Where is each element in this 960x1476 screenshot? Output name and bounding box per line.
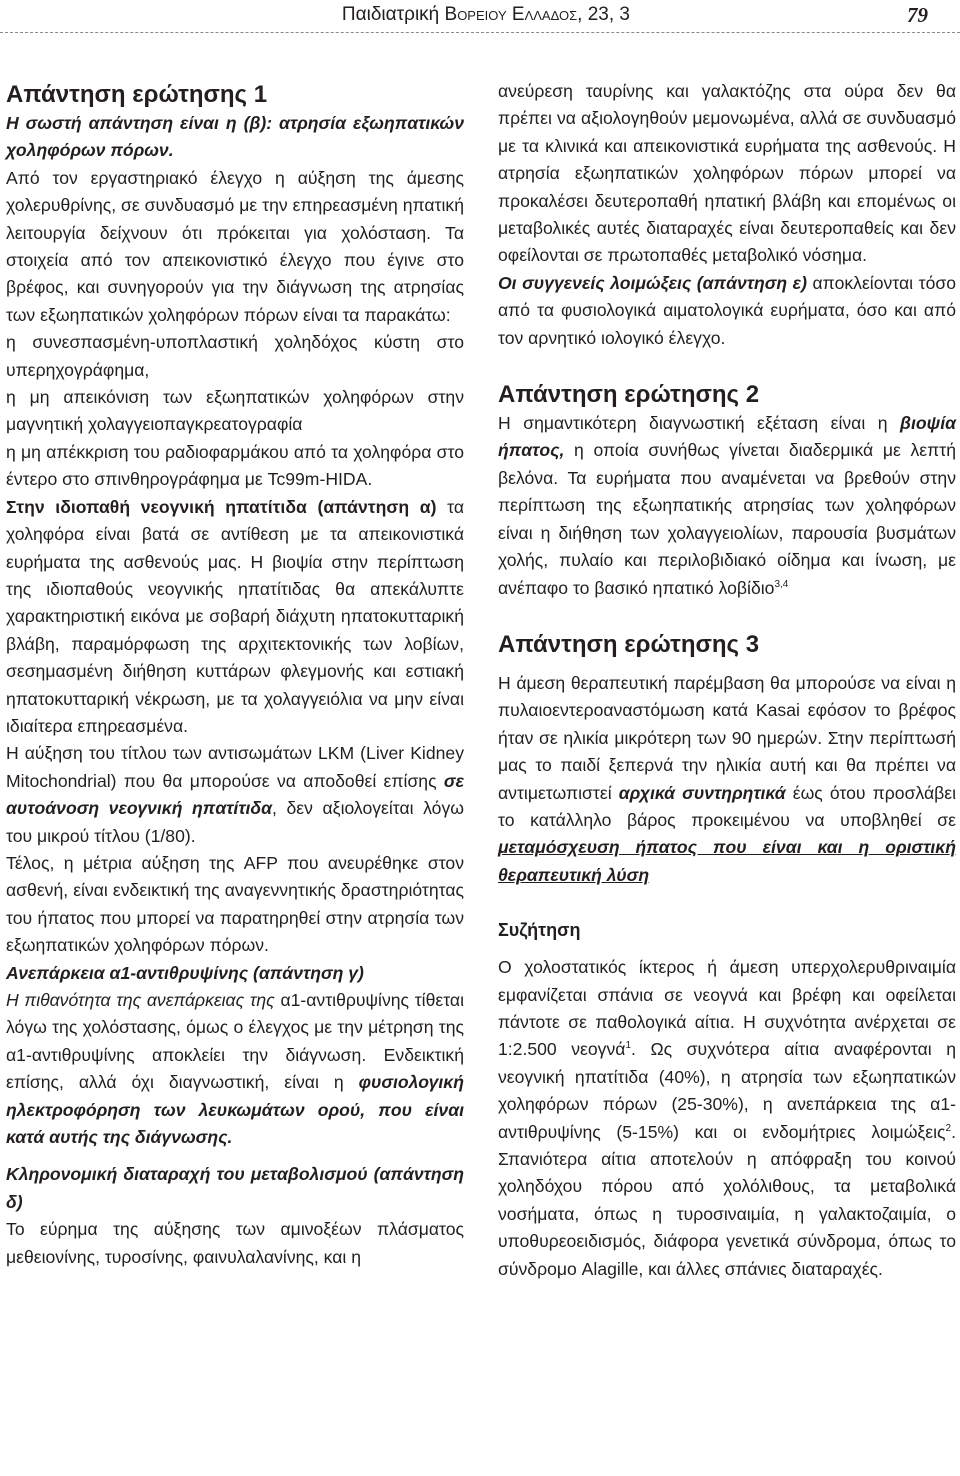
metabolic-continued: ανεύρεση ταυρίνης και γαλακτόζης στα ούρα δεν θα πρέπει να αξιολογηθούν μεμονωμένα, αλλά σε συνδυασμό με τα κλινικά και απεικονιστικά ευρήματα της ασθενούς. Η ατρησία εξωηπατικών χοληφόρων πόρων μπορεί να προκαλέσει δευτεροπαθή ηπατική βλάβη και επομένως οι μεταβολικές αυτές διαταραχές είναι δευτεροπαθείς και δεν οφείλονται σε πρωτοπαθές μεταβολικό νόσημα.: [498, 81, 956, 266]
discussion-paragraph: [498, 954, 956, 1283]
infection-paragraph: [498, 270, 956, 352]
right-column: [498, 78, 956, 1283]
answer-3-emphasis-1: αρχικά συντηρητικά: [618, 782, 786, 803]
finding-scintigraphy: η μη απέκκριση του ραδιοφαρμάκου από τα χοληφόρα στο έντερο στο σπινθηρογράφημα με Tc99m-HIDA.: [6, 441, 464, 490]
answer-2-text-2: η οποία συνήθως γίνεται διαδερμικά με λεπτή βελόνα. Τα ευρήματα που αναμένεται να βρεθούν στην περίπτωση της εξωηπατικής ατρησίας των χοληφόρων είναι η διήθηση των χολαγγειολίων, παρουσία βυσμάτων χολής, πυλαίο και περιλοβιδιακό οίδημα και ίνωση, με ανέπαφο το βασικό ηπατικό λοβίδιο: [498, 440, 956, 598]
lkm-text-1: Η αύξηση του τίτλου των αντισωμάτων LKM (Liver Kidney Mitochondrial) που θα μπορούσε να αποδοθεί επίσης: [6, 743, 464, 791]
discussion-text-3: . Σπανιότερα αίτια αποτελούν η απόφραξη του κοινού χοληδόχου πόρου από χολόλιθους, τα μεταβολικά νοσήματα, όπως η τυροσιναιμία, η γαλακτοζαιμία, ο υποθυρεοειδισμός, διάφορα γενετικά σύνδρομα, όπως το σύνδρομο Alagille, και άλλες σπάνιες διαταραχές.: [498, 1121, 956, 1279]
heading-answer-2: Απάντηση ερώτησης 2: [498, 381, 760, 409]
aat-emphasis: φυσιολογική ηλεκτροφόρηση των λευκωμάτων ορού, που είναι κατά αυτής της διάγνωσης.: [6, 1072, 464, 1148]
answer-2-emphasis: βιοψία ήπατος,: [498, 413, 956, 461]
heading-discussion: Συζήτηση: [498, 920, 581, 941]
answer-3-emphasis-2: μεταμόσχευση ήπατος που είναι και η οριστική θεραπευτική λύση: [498, 837, 956, 885]
answer-3-text-2: έως ότου προσλάβει το κατάλληλο βάρος προκειμένου να υποβληθεί σε: [498, 782, 957, 830]
answer-3-paragraph: [498, 670, 956, 889]
discussion-text-2: . Ως συχνότερα αίτια αναφέρονται η νεογνική ηπατίτιδα (40%), η ατρησία των εξωηπατικών χοληφόρων πόρων (25-30%), η ανεπάρκεια της α1-αντιθρυψίνης (5-15%) και οι ενδομήτριες λοιμώξεις: [498, 1039, 956, 1142]
hepatitis-text: τα χοληφόρα είναι βατά σε αντίθεση με τα απεικονιστικά ευρήματα της ασθενούς μας. Η βιοψία στην περίπτωση της ιδιοπαθούς νεογνικής ηπατίτιδας θα απεκάλυπτε χαρακτηριστική εικόνα με σοβαρή διάχυτη ηπατοκυτταρική βλάβη, παραμόρφωση της αρχιτεκτονικής των λοβίων, σεσημασμένη διήθηση κυττάρων φλεγμονής και εστιακή ηπατοκυτταρική νέκρωση, με τα χολαγγειόλια να μην είναι ιδιαίτερα επηρεασμένα.: [6, 496, 464, 736]
page-number: 79: [907, 3, 928, 27]
aat-title: Ανεπάρκεια α1-αντιθρυψίνης (απάντηση γ): [6, 962, 364, 983]
lkm-text-2: , δεν αξιολογείται λόγω του μικρού τίτλου (1/80).: [6, 798, 464, 846]
aat-text: α1-αντιθρυψίνης τίθεται λόγω της χολόστασης, όμως ο έλεγχος με την μέτρηση της α1-αντιθρυψίνης αποκλείει την διάγνωση. Ενδεικτική επίσης, αλλά όχι διαγνωστική, είναι η: [6, 990, 464, 1093]
citation-1: 1: [625, 1040, 632, 1052]
journal-issue: , 23, 3: [577, 4, 630, 25]
header-rule: [0, 32, 960, 33]
metabolic-title: Κληρονομική διαταραχή του μεταβολισμού (απάντηση δ): [6, 1164, 464, 1212]
running-title: [342, 4, 630, 26]
finding-mrcp: η μη απεικόνιση των εξωηπατικών χοληφόρων στην μαγνητική χολαγγειοπαγκρεατογραφία: [6, 387, 464, 435]
journal-region: Βορειου Ελλαδος: [444, 4, 578, 25]
hepatitis-paragraph: [6, 494, 464, 741]
hepatitis-title: Στην ιδιοπαθή νεογνική ηπατίτιδα (απάντηση α): [6, 496, 437, 517]
afp-paragraph: Τέλος, η μέτρια αύξηση της AFP που ανευρέθηκε στον ασθενή, είναι ενδεικτική της αναγεννητικής δραστηριότητας του ήπατος που μπορεί να παρατηρηθεί στην ατρησία των εξωηπατικών χοληφόρων πόρων.: [6, 852, 464, 956]
page-header: [0, 0, 960, 40]
finding-ultrasound: η συνεσπασμένη-υποπλαστική χοληδόχος κύστη στο υπερηχογράφημα,: [6, 332, 464, 380]
heading-answer-1: Απάντηση ερώτησης 1: [6, 81, 268, 108]
answer-2-text-1: Η σημαντικότερη διαγνωστική εξέταση είναι η: [498, 413, 901, 434]
journal-name: Παιδιατρική: [341, 4, 445, 25]
answer-3-text-1: Η άμεση θεραπευτική παρέμβαση θα μπορούσε να είναι η πυλαιοεντεροαναστόμωση κατά Kasai εφόσον το βρέφος ήταν σε ηλικία μικρότερη των 90 ημερών. Στην περίπτωσή μας το παιδί ξεπερνά την ηλικία αυτή και θα πρέπει να αντιμετωπιστεί: [498, 672, 956, 803]
discussion-text-1: Ο χολοστατικός ίκτερος ή άμεση υπερχολερυθριναιμία εμφανίζεται σπάνια σε νεογνά και βρέφη και οφείλεται πάντοτε σε παθολογικά αίτια. Η συχνότητα ανέρχεται σε 1:2.500 νεογνά: [498, 957, 956, 1060]
answer-1-correct: Η σωστή απάντηση είναι η (β): ατρησία εξωηπατικών χοληφόρων πόρων.: [6, 113, 464, 161]
infection-text: αποκλείονται τόσο από τα φυσιολογικά αιματολογικά ευρήματα, όσο και από τον αρνητικό ιολογικό έλεγχο.: [498, 272, 956, 348]
aat-paragraph: [6, 987, 464, 1151]
aat-italic: Η πιθανότητα της ανεπάρκειας της: [6, 990, 275, 1010]
citation-2: 2: [945, 1122, 952, 1134]
lkm-paragraph: [6, 740, 464, 850]
heading-answer-3: Απάντηση ερώτησης 3: [498, 630, 760, 658]
lkm-emphasis: σε αυτοάνοση νεογνική ηπατίτιδα: [6, 770, 464, 819]
infection-title: Οι συγγενείς λοιμώξεις (απάντηση ε): [498, 272, 807, 293]
metabolic-paragraph: Το εύρημα της αύξησης των αμινοξέων πλάσματος μεθειονίνης, τυροσίνης, φαινυλαλανίνης, και η: [6, 1219, 464, 1267]
left-column: [6, 80, 464, 1271]
answer-2-paragraph: [498, 410, 956, 602]
answer-1-paragraph: Από τον εργαστηριακό έλεγχο η αύξηση της άμεσης χολερυθρίνης, σε συνδυασμό με την επηρεασμένη ηπατική λειτουργία δείχνουν ότι πρόκειται για χολόσταση. Τα στοιχεία από τον απεικονιστικό έλεγχο που έγινε στο βρέφος, και συνηγορούν για την διάγνωση της ατρησίας των εξωηπατικών χοληφόρων πόρων είναι τα παρακάτω:: [6, 167, 464, 325]
citation-3-4: 3,4: [774, 578, 789, 590]
